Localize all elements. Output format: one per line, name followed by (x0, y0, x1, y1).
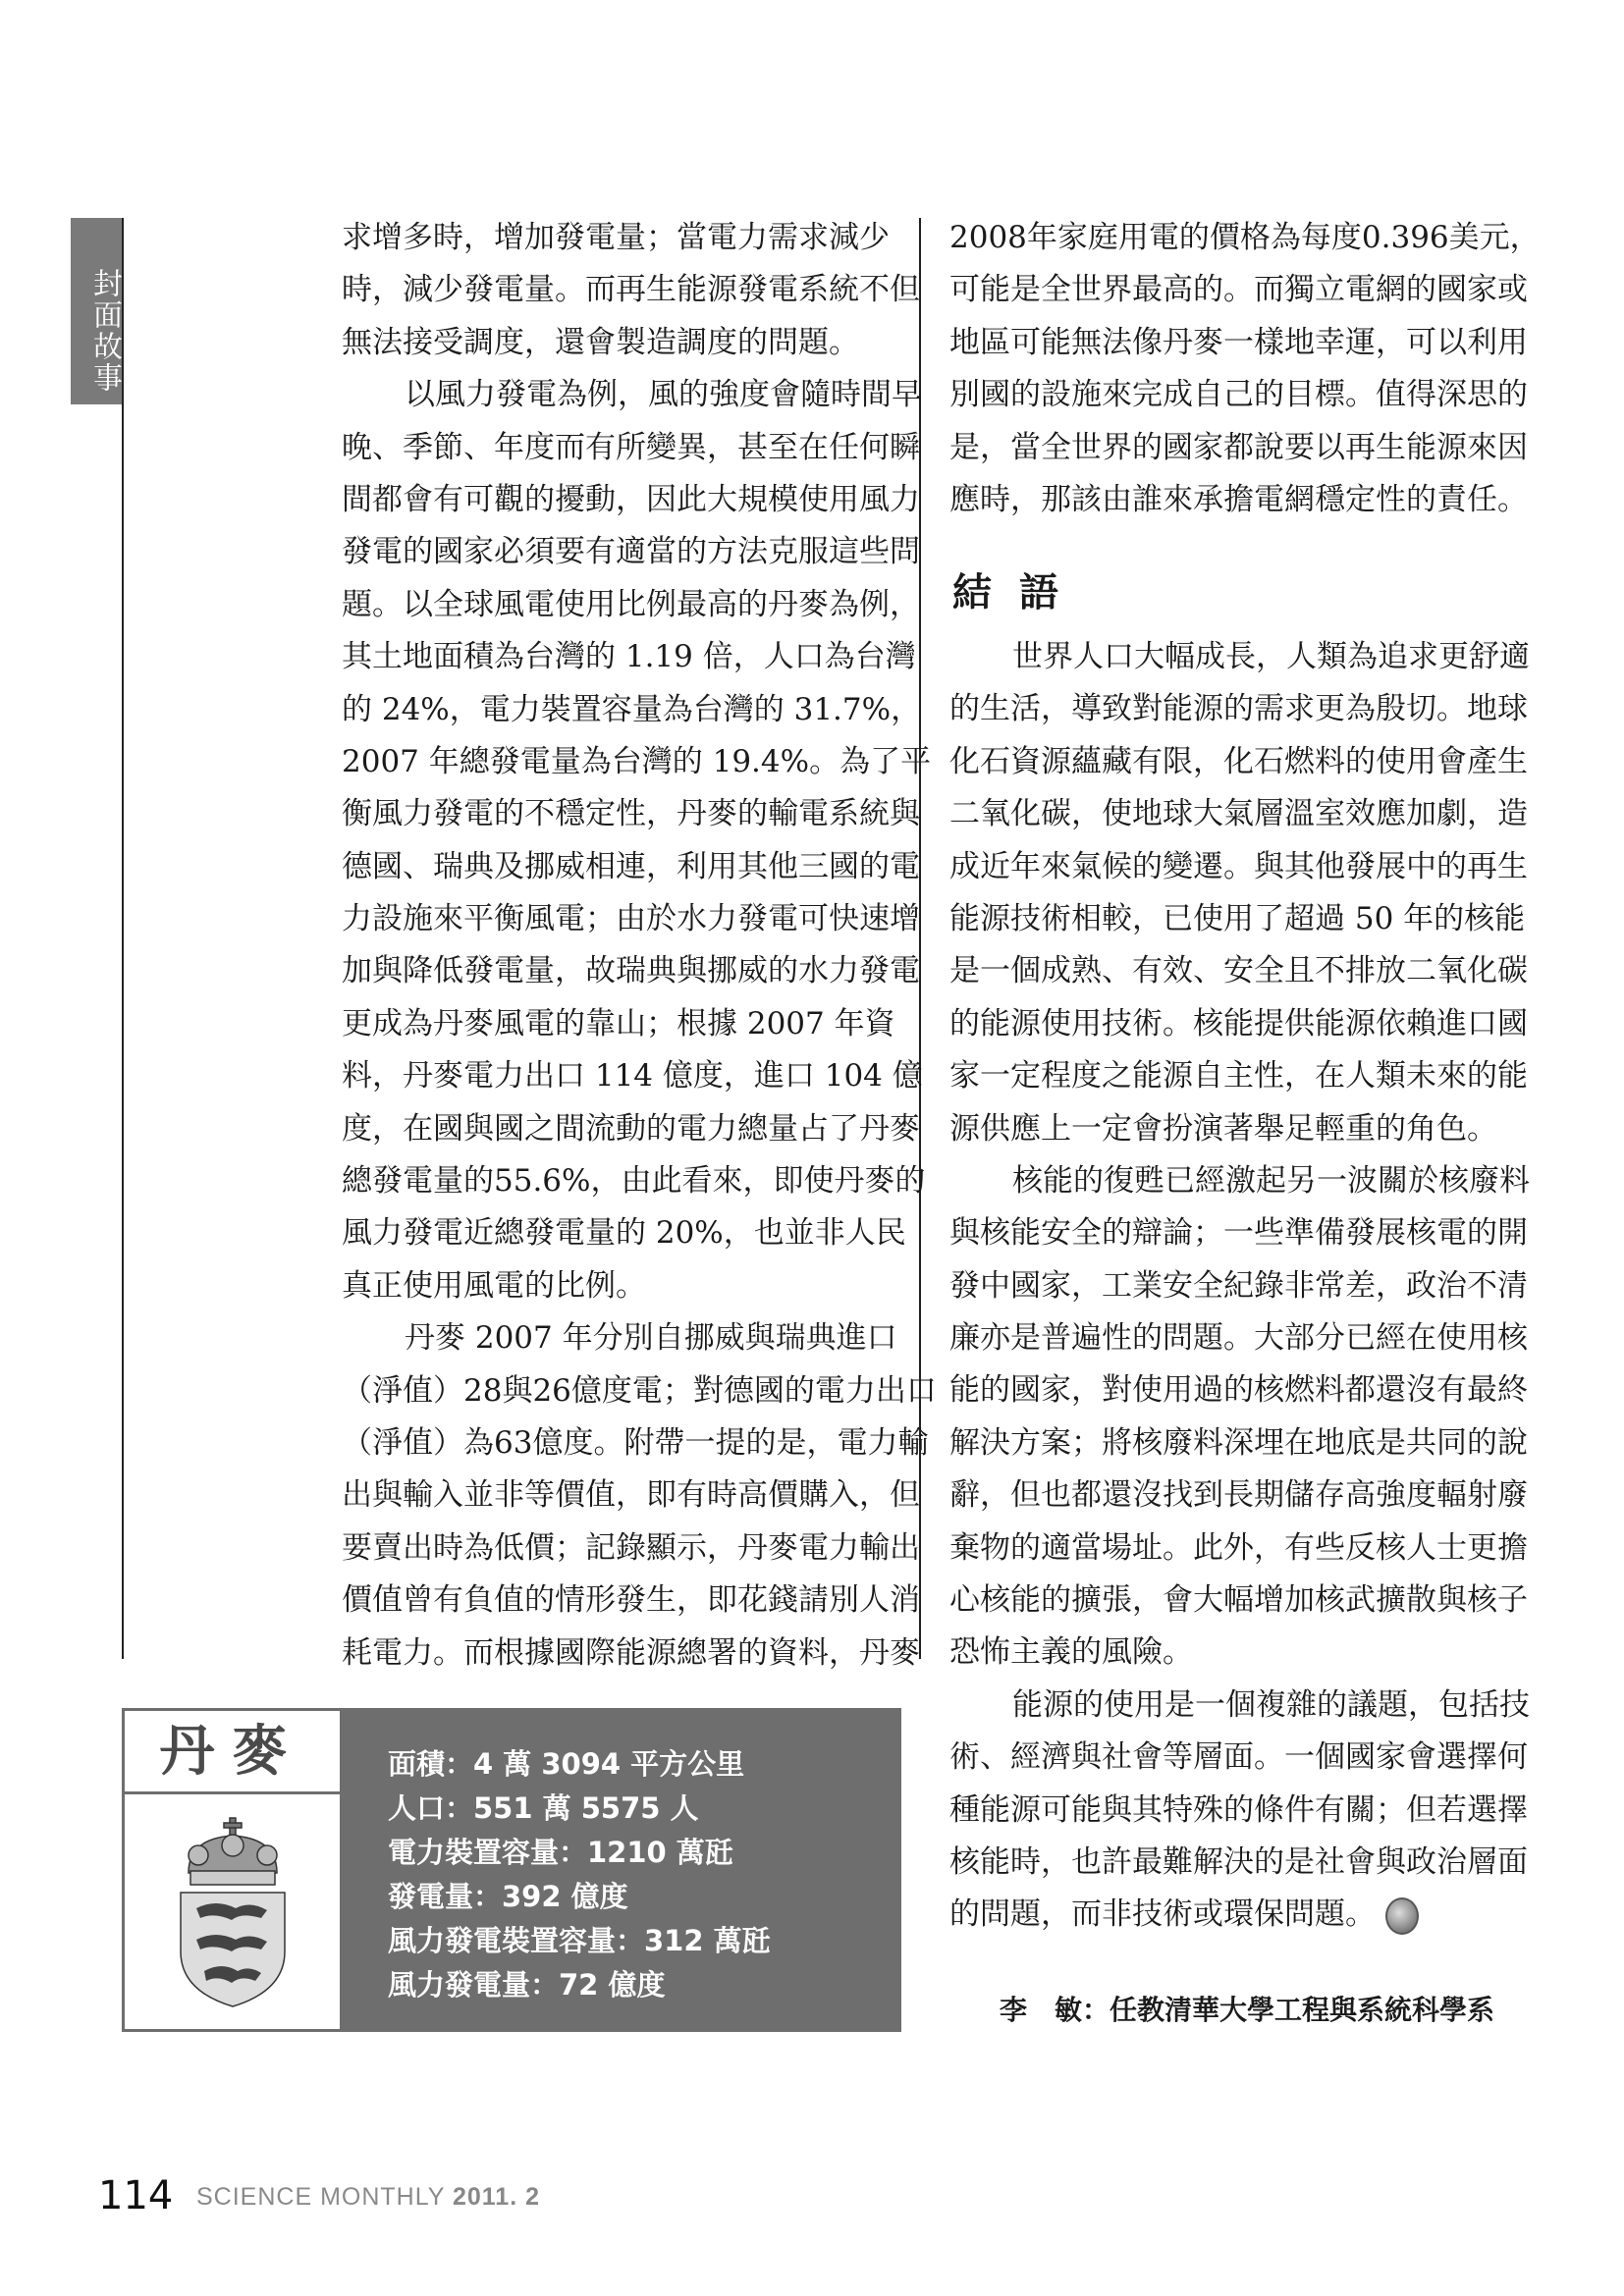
text-line-content: 更成為丹麥風電的靠山；根據 2007 年資 (342, 1005, 895, 1041)
text-line (949, 1207, 1528, 1259)
text-line (949, 998, 1528, 1050)
text-line (949, 1260, 1528, 1312)
text-line-content: 術、經濟與社會等層面。一個國家會選擇何 (949, 1739, 1528, 1776)
text-line-content: 可能是全世界最高的。而獨立電網的國家或 (949, 272, 1528, 308)
text-line-content: 與核能安全的辯論；一些準備發展核電的開 (949, 1215, 1528, 1252)
text-line (342, 736, 932, 788)
left-column (342, 212, 937, 1680)
text-line-content: 地區可能無法像丹麥一樣地幸運，可以利用 (949, 324, 1528, 360)
text-line (949, 1312, 1528, 1364)
text-line (949, 1417, 1528, 1469)
text-line (949, 264, 1528, 316)
text-line-content: 應時，那該由誰來承擔電網穩定性的責任。 (949, 481, 1528, 517)
text-line (949, 369, 1528, 421)
text-line (342, 579, 920, 631)
text-line-content: 價值曾有負值的情形發生，即花錢請別人消 (342, 1582, 920, 1619)
text-line-content: 風力發電近總發電量的 20%，也並非人民 (342, 1215, 906, 1252)
text-line-content: 總發電量的55.6%，由此看來，即使丹麥的 (342, 1163, 926, 1200)
text-line-content: 是一個成熟、有效、安全且不排放二氧化碳 (949, 953, 1528, 989)
section-heading: 結語 (952, 570, 1086, 615)
publication-name: SCIENCE MONTHLY (196, 2183, 446, 2211)
publication-footer (196, 2183, 540, 2212)
section-tab: 封面故事 (71, 218, 122, 404)
text-line-content: 發電的國家必須要有適當的方法克服這些問 (342, 534, 920, 570)
text-line-content: 其土地面積為台灣的 1.19 倍，人口為台灣 (342, 639, 916, 675)
text-line (342, 212, 888, 264)
text-line (342, 1417, 929, 1469)
country-info-box (122, 1708, 901, 2032)
text-line-content: 棄物的適當場址。此外，有些反核人士更擔 (949, 1529, 1528, 1566)
page-number: 114 (98, 2173, 174, 2218)
text-line (949, 317, 1528, 369)
text-line (342, 317, 888, 369)
text-line-content: 無法接受調度，還會製造調度的問題。 (342, 324, 859, 360)
text-line (949, 945, 1528, 997)
text-line (949, 893, 1526, 945)
text-line (342, 1628, 920, 1680)
text-line-content: 求增多時，增加發電量；當電力需求減少 (342, 220, 890, 255)
text-line-content: （淨值）為63億度。附帶一提的是，電力輸 (342, 1424, 929, 1461)
text-line (342, 998, 895, 1050)
country-fact: 電力裝置容量：1210 萬瓩 (388, 1836, 733, 1869)
text-line-content: 晚、季節、年度而有所變異，甚至在任何瞬 (342, 429, 920, 465)
country-fact: 風力發電量：72 億度 (388, 1968, 666, 2002)
text-line (949, 212, 1541, 264)
text-line-content: 能的國家，對使用過的核燃料都還沒有最終 (949, 1372, 1528, 1409)
text-line (949, 1103, 1497, 1155)
text-line-content: 的能源使用技術。核能提供能源依賴進口國 (949, 1005, 1528, 1041)
text-line-content: 2007 年總發電量為台灣的 19.4%。為了平 (342, 743, 932, 779)
text-line-content: 種能源可能與其特殊的條件有關；但若選擇 (949, 1791, 1528, 1828)
text-line (342, 1522, 920, 1575)
text-line (342, 684, 922, 736)
text-line (342, 264, 920, 316)
country-fact: 風力發電裝置容量：312 萬瓩 (388, 1924, 771, 1957)
text-line-content: 核能時，也許最難解決的是社會與政治層面 (949, 1843, 1528, 1880)
text-line (949, 683, 1528, 735)
text-line-content: 加與降低發電量，故瑞典與挪威的水力發電 (342, 953, 920, 989)
issue-date: 2011. 2 (452, 2183, 540, 2211)
text-line (342, 1050, 923, 1102)
text-line-content: 恐怖主義的風險。 (949, 1634, 1193, 1671)
text-line (949, 1732, 1528, 1784)
text-line-content: 的問題，而非技術或環保問題。 (949, 1896, 1376, 1933)
text-line-content: 題。以全球風電使用比例最高的丹麥為例， (342, 586, 920, 622)
text-line-content: 時，減少發電量。而再生能源發電系統不但 (342, 272, 920, 308)
right-column-intro (949, 212, 1541, 526)
text-line-content: 衡風力發電的不穩定性，丹麥的輸電系統與 (342, 796, 920, 832)
text-line (949, 1889, 1494, 1941)
text-line (949, 422, 1528, 474)
right-column (949, 631, 1530, 1942)
text-line (949, 1680, 1530, 1732)
end-mark-icon (1385, 1897, 1419, 1935)
text-line (342, 841, 920, 893)
text-line-content: 丹麥 2007 年分別自挪威與瑞典進口 (405, 1320, 897, 1357)
text-line-content: 成近年來氣候的變遷。與其他發展中的再生 (949, 848, 1528, 884)
text-line (342, 422, 920, 474)
text-line (342, 1103, 920, 1155)
text-line (949, 736, 1528, 788)
text-line-content: 化石資源蘊藏有限，化石燃料的使用會產生 (949, 743, 1528, 779)
text-line-content: 能源技術相較，已使用了超過 50 年的核能 (949, 900, 1526, 936)
text-line-content: 出與輸入並非等價值，即有時高價購入，但 (342, 1477, 920, 1514)
text-line-content: 是，當全世界的國家都說要以再生能源來因 (949, 429, 1528, 465)
text-line (342, 369, 922, 421)
text-line-content: 家一定程度之能源自主性，在人類未來的能 (949, 1058, 1528, 1095)
text-line (342, 1365, 937, 1417)
left-margin-rule (122, 218, 124, 1659)
country-fact: 人口：551 萬 5575 人 (388, 1791, 699, 1825)
text-line-content: （淨值）28與26億度電；對德國的電力出口 (342, 1372, 937, 1409)
text-line (342, 526, 920, 578)
text-line (949, 1627, 1494, 1679)
text-line (949, 788, 1528, 840)
text-line (949, 1155, 1530, 1207)
text-line-content: 廉亦是普遍性的問題。大部分已經在使用核 (949, 1320, 1528, 1357)
text-line (949, 841, 1528, 893)
text-line-content: 力設施來平衡風電；由於水力發電可快速增 (342, 901, 920, 937)
text-line-content: 別國的設施來完成自己的目標。值得深思的 (949, 377, 1528, 413)
text-line (342, 1312, 897, 1364)
text-line-content: 源供應上一定會扮演著舉足輕重的角色。 (949, 1110, 1497, 1147)
text-line (949, 1364, 1528, 1416)
text-line-content: 以風力發電為例，風的強度會隨時間早 (405, 377, 922, 413)
text-line-content: 核能的復甦已經激起另一波關於核廢料 (1012, 1162, 1530, 1199)
text-line (342, 1575, 920, 1627)
country-identity-panel (125, 1711, 343, 2029)
text-line-content: 間都會有可觀的擾動，因此大規模使用風力 (342, 481, 920, 517)
text-line (949, 1785, 1528, 1837)
text-line (949, 1522, 1528, 1575)
country-facts-list (388, 1742, 771, 2007)
coat-of-arms-icon (159, 1814, 306, 2010)
text-line (949, 1050, 1528, 1102)
text-line-content: 的生活，導致對能源的需求更為殷切。地球 (949, 691, 1528, 727)
country-name: 丹麥 (125, 1711, 340, 1794)
text-line-content: 耗電力。而根據國際能源總署的資料，丹麥 (342, 1634, 920, 1671)
text-line-content: 要賣出時為低價；記錄顯示，丹麥電力輸出 (342, 1529, 920, 1566)
text-line-content: 德國、瑞典及挪威相連，利用其他三國的電 (342, 848, 920, 884)
text-line-content: 世界人口大幅成長，人類為追求更舒適 (1012, 639, 1530, 674)
text-line (949, 1575, 1528, 1627)
text-line (342, 1155, 926, 1207)
text-line-content: 度，在國與國之間流動的電力總量占了丹麥 (342, 1110, 920, 1147)
text-line (342, 474, 920, 526)
country-fact: 面積：4 萬 3094 平方公里 (388, 1747, 745, 1781)
text-line (949, 1837, 1528, 1889)
country-fact: 發電量：392 億度 (388, 1880, 628, 1913)
text-line-content: 解決方案；將核廢料深埋在地底是共同的說 (949, 1424, 1528, 1461)
text-line-content: 二氧化碳，使地球大氣層溫室效應加劇，造 (949, 796, 1528, 832)
author-credit: 李 敏：任教清華大學工程與系統科學系 (999, 1994, 1494, 2026)
text-line-content: 料，丹麥電力出口 114 億度，進口 104 億 (342, 1058, 923, 1095)
text-line (342, 1469, 920, 1522)
text-line-content: 發中國家，工業安全紀錄非常差，政治不清 (949, 1267, 1528, 1304)
text-line (949, 474, 1528, 526)
text-line (342, 631, 916, 683)
text-line (342, 788, 920, 840)
text-line-content: 真正使用風電的比例。 (342, 1267, 646, 1304)
text-line-content: 能源的使用是一個複雜的議題，包括技 (1012, 1686, 1530, 1723)
text-line-content: 2008年家庭用電的價格為每度0.396美元， (949, 220, 1541, 255)
text-line (342, 1260, 888, 1312)
text-line-content: 的 24%，電力裝置容量為台灣的 31.7%， (342, 691, 922, 727)
text-line (342, 1207, 906, 1259)
text-line-content: 辭，但也都還沒找到長期儲存高強度輻射廢 (949, 1477, 1528, 1514)
text-line (342, 893, 920, 945)
text-line (342, 945, 920, 997)
text-line-content: 心核能的擴張，會大幅增加核武擴散與核子 (949, 1582, 1528, 1619)
text-line (949, 1469, 1528, 1522)
text-line (949, 631, 1530, 683)
